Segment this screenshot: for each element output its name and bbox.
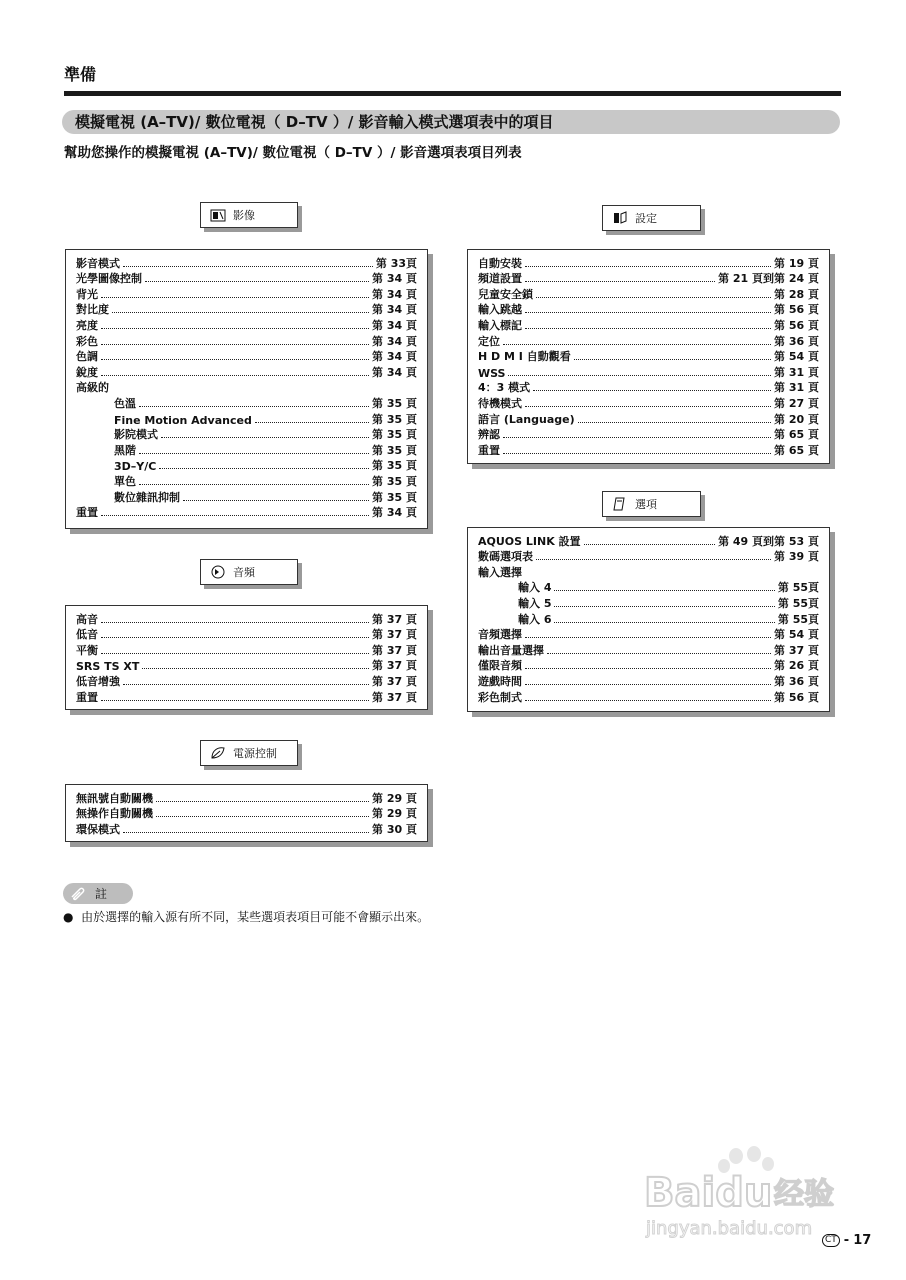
setup-menu-item-row — [478, 333, 819, 349]
menu-item-label: 輸入 6 — [518, 612, 552, 626]
page-heading: 模擬電視 (A–TV)/ 數位電視（ D–TV ）/ 影音輸入模式選項表中的項目 — [62, 110, 840, 134]
page-reference: 第 34 頁 — [372, 365, 417, 379]
option-input-item-row — [478, 611, 819, 627]
watermark-cn: 经验 — [774, 1177, 834, 1212]
tab-picture — [200, 202, 298, 228]
menu-item-label: 對比度 — [76, 303, 109, 317]
leader-dots — [159, 468, 369, 469]
note-badge — [63, 883, 133, 904]
leader-dots — [156, 816, 369, 817]
menu-item-label: 遊戲時間 — [478, 674, 522, 688]
leader-dots — [554, 622, 774, 623]
leader-dots — [123, 266, 373, 267]
leader-dots — [156, 801, 369, 802]
option-menu-item-row — [478, 549, 819, 565]
leader-dots — [525, 700, 771, 701]
paperclip-icon — [69, 887, 87, 901]
menu-item-label: 彩色 — [76, 334, 98, 348]
option-menu-item-row — [478, 642, 819, 658]
setup-menu-item-row — [478, 255, 819, 271]
page-reference: 第 37 頁 — [372, 628, 417, 642]
page-reference: 第 31 頁 — [774, 381, 819, 395]
menu-item-label: 彩色制式 — [478, 690, 522, 704]
page-reference: 第 35 頁 — [372, 490, 417, 504]
leader-dots — [161, 437, 369, 438]
watermark-brand: Baidu — [644, 1170, 773, 1216]
notepad-icon — [611, 497, 629, 511]
leader-dots — [525, 266, 771, 267]
menu-item-label: 單色 — [114, 474, 136, 488]
leader-dots — [101, 515, 369, 516]
page-reference: 第 55頁 — [777, 596, 819, 610]
leader-dots — [139, 406, 369, 407]
tab-power-control — [200, 740, 298, 766]
menu-item-label: 輸入標記 — [478, 318, 522, 332]
page-reference: 第 36 頁 — [774, 674, 819, 688]
page-reference: 第 56 頁 — [774, 318, 819, 332]
setup-menu-item-row — [478, 317, 819, 333]
menu-item-label: 重置 — [478, 443, 500, 457]
picture-menu-item-row — [76, 286, 417, 302]
tab-setup — [602, 205, 701, 231]
leaf-icon — [209, 746, 227, 760]
leader-dots — [525, 637, 771, 638]
page-reference: 第 34 頁 — [372, 303, 417, 317]
menu-item-label: 辨認 — [478, 428, 500, 442]
audio-menu-item-row — [76, 673, 417, 689]
leader-dots — [554, 606, 774, 607]
picture-menu-item-row — [76, 333, 417, 349]
menu-item-label: 輸入 4 — [518, 581, 552, 595]
page-reference: 第 56 頁 — [774, 690, 819, 704]
menu-item-label: H D M I 自動觀看 — [478, 350, 571, 364]
leader-dots — [142, 668, 369, 669]
picture-menu-item-row — [76, 317, 417, 333]
power-menu-item-row — [76, 821, 417, 837]
page-reference: 第 54 頁 — [774, 350, 819, 364]
page-reference: 第 39 頁 — [774, 550, 819, 564]
setup-menu-item-row — [478, 411, 819, 427]
page-reference: 第 55頁 — [777, 581, 819, 595]
page-reference: 第 29 頁 — [372, 807, 417, 821]
page-reference: 第 34 頁 — [372, 334, 417, 348]
option-input-select-header-row — [478, 564, 819, 580]
page-number: 17 — [853, 1233, 872, 1248]
page-reference: 第 37 頁 — [372, 659, 417, 673]
picture-advanced-item-row — [76, 427, 417, 443]
option-menu-item-row — [478, 533, 819, 549]
menu-item-label: 4：3 模式 — [478, 381, 531, 395]
setup-menu-item-row — [478, 380, 819, 396]
picture-icon — [209, 208, 227, 222]
leader-dots — [525, 406, 771, 407]
leader-dots — [255, 422, 369, 423]
leader-dots — [112, 312, 369, 313]
page-reference: 第 21 頁到第 24 頁 — [718, 272, 819, 286]
note-text — [63, 908, 429, 925]
speaker-icon — [209, 565, 227, 579]
tab-power-control-label: 電源控制 — [233, 747, 277, 760]
menu-item-label: 銳度 — [76, 365, 98, 379]
option-menu-item-row — [478, 658, 819, 674]
leader-dots — [101, 344, 369, 345]
leader-dots — [101, 375, 369, 376]
bullet: ● — [63, 910, 82, 924]
leader-dots — [536, 559, 771, 560]
page-reference: 第 34 頁 — [372, 350, 417, 364]
tab-setup-label: 設定 — [635, 212, 657, 225]
page-reference: 第 35 頁 — [372, 396, 417, 410]
page-reference: 第 35 頁 — [372, 412, 417, 426]
menu-item-label: 待機模式 — [478, 396, 522, 410]
leader-dots — [503, 453, 771, 454]
menu-item-label: 輸入跳越 — [478, 303, 522, 317]
menu-item-label: 3D–Y/C — [114, 460, 157, 474]
menu-item-label: Fine Motion Advanced — [114, 413, 252, 427]
leader-dots — [101, 359, 369, 360]
audio-menu-item-row — [76, 611, 417, 627]
page-reference: 第 30 頁 — [372, 822, 417, 836]
page-reference: 第 36 頁 — [774, 334, 819, 348]
leader-dots — [123, 684, 369, 685]
note-label: 註 — [95, 887, 108, 901]
leader-dots — [554, 590, 774, 591]
menu-item-label: AQUOS LINK 設置 — [478, 534, 581, 548]
menu-item-label: 色溫 — [114, 396, 136, 410]
leader-dots — [525, 668, 771, 669]
tab-option — [602, 491, 701, 517]
page-reference: 第 29 頁 — [372, 791, 417, 805]
setup-menu-item-row — [478, 271, 819, 287]
page-reference: 第 34 頁 — [372, 287, 417, 301]
leader-dots — [525, 312, 771, 313]
leader-dots — [101, 700, 369, 701]
leader-dots — [503, 344, 771, 345]
setup-menu-list — [467, 249, 830, 464]
picture-advanced-item-row — [76, 442, 417, 458]
page-reference: 第 34 頁 — [372, 318, 417, 332]
audio-menu-item-row — [76, 689, 417, 705]
menu-item-label: 音頻選擇 — [478, 628, 522, 642]
page-reference: 第 55頁 — [777, 612, 819, 626]
picture-menu-item-row — [76, 364, 417, 380]
page-reference: 第 34 頁 — [372, 272, 417, 286]
menu-item-label: 語言 (Language) — [478, 412, 575, 426]
menu-item-label: 重置 — [76, 506, 98, 520]
picture-advanced-item-row — [76, 473, 417, 489]
menu-item-label: 高音 — [76, 612, 98, 626]
language-code-badge: CT — [822, 1234, 840, 1247]
menu-item-label: 輸入 5 — [518, 596, 552, 610]
menu-item-label: 無操作自動關機 — [76, 807, 153, 821]
power-control-menu-list — [65, 784, 428, 842]
baidu-watermark — [640, 1146, 854, 1242]
menu-item-label: SRS TS XT — [76, 660, 140, 674]
menu-item-label: 輸入選擇 — [478, 565, 522, 579]
menu-item-label: 影院模式 — [114, 428, 158, 442]
page-footer — [822, 1233, 871, 1248]
setup-menu-item-row — [478, 364, 819, 380]
leader-dots — [547, 653, 771, 654]
leader-dots — [101, 297, 369, 298]
menu-item-label: 兒童安全鎖 — [478, 287, 533, 301]
page-reference: 第 35 頁 — [372, 459, 417, 473]
tab-audio-label: 音頻 — [233, 566, 255, 579]
tab-audio — [200, 559, 298, 585]
audio-menu-item-row — [76, 642, 417, 658]
option-menu-item-row — [478, 673, 819, 689]
menu-item-label: 低音 — [76, 628, 98, 642]
leader-dots — [525, 328, 771, 329]
power-menu-item-row — [76, 806, 417, 822]
page-reference: 第 37 頁 — [774, 643, 819, 657]
option-menu-item-row — [478, 689, 819, 705]
page-reference: 第 33頁 — [375, 256, 417, 270]
menu-item-label: 輸出音量選擇 — [478, 643, 544, 657]
option-menu-list — [467, 527, 830, 712]
menu-item-label: 黑階 — [114, 443, 136, 457]
watermark-url: jingyan.baidu.com — [646, 1218, 813, 1239]
note-body: 由於選擇的輸入源有所不同，某些選項表項目可能不會顯示出來。 — [81, 910, 430, 924]
setup-menu-item-row — [478, 427, 819, 443]
picture-menu-item-row — [76, 271, 417, 287]
header-rule — [64, 91, 841, 96]
picture-menu-item-row — [76, 302, 417, 318]
picture-menu-item-row — [76, 255, 417, 271]
leader-dots — [101, 328, 369, 329]
page-reference: 第 27 頁 — [774, 396, 819, 410]
page-reference: 第 37 頁 — [372, 612, 417, 626]
leader-dots — [574, 359, 771, 360]
menu-item-label: 光學圖像控制 — [76, 272, 142, 286]
menu-item-label: 自動安裝 — [478, 256, 522, 270]
picture-advanced-header-row — [76, 380, 417, 396]
leader-dots — [525, 281, 715, 282]
leader-dots — [584, 544, 716, 545]
menu-item-label: 亮度 — [76, 318, 98, 332]
menu-item-label: 低音增強 — [76, 674, 120, 688]
page-reference: 第 37 頁 — [372, 643, 417, 657]
picture-reset-item-row — [76, 505, 417, 521]
leader-dots — [533, 390, 771, 391]
tab-option-label: 選項 — [635, 498, 657, 511]
leader-dots — [101, 622, 369, 623]
audio-menu-list — [65, 605, 428, 710]
menu-item-label: 數碼選項表 — [478, 550, 533, 564]
menu-item-label: 背光 — [76, 287, 98, 301]
setup-menu-item-row — [478, 442, 819, 458]
setup-menu-item-row — [478, 286, 819, 302]
menu-item-label: 數位雜訊抑制 — [114, 490, 180, 504]
footer-separator: - — [843, 1233, 850, 1248]
menu-item-label: 僅限音頻 — [478, 659, 522, 673]
audio-menu-item-row — [76, 658, 417, 674]
menu-item-label: 頻道設置 — [478, 272, 522, 286]
leader-dots — [508, 375, 771, 376]
page-reference: 第 26 頁 — [774, 659, 819, 673]
leader-dots — [536, 297, 771, 298]
page-reference: 第 65 頁 — [774, 428, 819, 442]
option-input-item-row — [478, 595, 819, 611]
page-reference: 第 65 頁 — [774, 443, 819, 457]
menu-item-label: 高級的 — [76, 381, 109, 395]
picture-menu-list — [65, 249, 428, 529]
leader-dots — [183, 500, 369, 501]
leader-dots — [503, 437, 771, 438]
page-reference: 第 49 頁到第 53 頁 — [718, 534, 819, 548]
page-reference: 第 28 頁 — [774, 287, 819, 301]
leader-dots — [145, 281, 369, 282]
menu-item-label: WSS — [478, 366, 506, 380]
leader-dots — [578, 422, 771, 423]
page-reference: 第 56 頁 — [774, 303, 819, 317]
section-title: 準備 — [64, 65, 97, 84]
menu-item-label: 平衡 — [76, 643, 98, 657]
menu-item-label: 無訊號自動關機 — [76, 791, 153, 805]
option-input-item-row — [478, 580, 819, 596]
leader-dots — [101, 637, 369, 638]
menu-item-label: 重置 — [76, 690, 98, 704]
menu-item-label: 環保模式 — [76, 822, 120, 836]
page-reference: 第 20 頁 — [774, 412, 819, 426]
leader-dots — [139, 484, 369, 485]
power-menu-item-row — [76, 790, 417, 806]
menu-item-label: 影音模式 — [76, 256, 120, 270]
picture-advanced-item-row — [76, 489, 417, 505]
leader-dots — [123, 832, 369, 833]
tab-picture-label: 影像 — [233, 209, 255, 222]
setup-menu-item-row — [478, 349, 819, 365]
option-menu-item-row — [478, 627, 819, 643]
picture-advanced-item-row — [76, 411, 417, 427]
page-reference: 第 35 頁 — [372, 428, 417, 442]
menu-item-label: 色調 — [76, 350, 98, 364]
toolbox-icon — [611, 211, 629, 225]
page-reference: 第 37 頁 — [372, 674, 417, 688]
page-reference: 第 35 頁 — [372, 474, 417, 488]
picture-advanced-item-row — [76, 395, 417, 411]
audio-menu-item-row — [76, 627, 417, 643]
leader-dots — [139, 453, 369, 454]
leader-dots — [525, 684, 771, 685]
page-reference: 第 37 頁 — [372, 690, 417, 704]
page-reference: 第 19 頁 — [774, 256, 819, 270]
setup-menu-item-row — [478, 395, 819, 411]
page-subheading: 幫助您操作的模擬電視 (A–TV)/ 數位電視（ D–TV ）/ 影音選項表項目列表 — [64, 145, 522, 161]
picture-menu-item-row — [76, 349, 417, 365]
picture-advanced-item-row — [76, 458, 417, 474]
leader-dots — [101, 653, 369, 654]
menu-item-label: 定位 — [478, 334, 500, 348]
page-reference: 第 31 頁 — [774, 365, 819, 379]
page-reference: 第 54 頁 — [774, 628, 819, 642]
page-reference: 第 35 頁 — [372, 443, 417, 457]
setup-menu-item-row — [478, 302, 819, 318]
page-reference: 第 34 頁 — [372, 506, 417, 520]
